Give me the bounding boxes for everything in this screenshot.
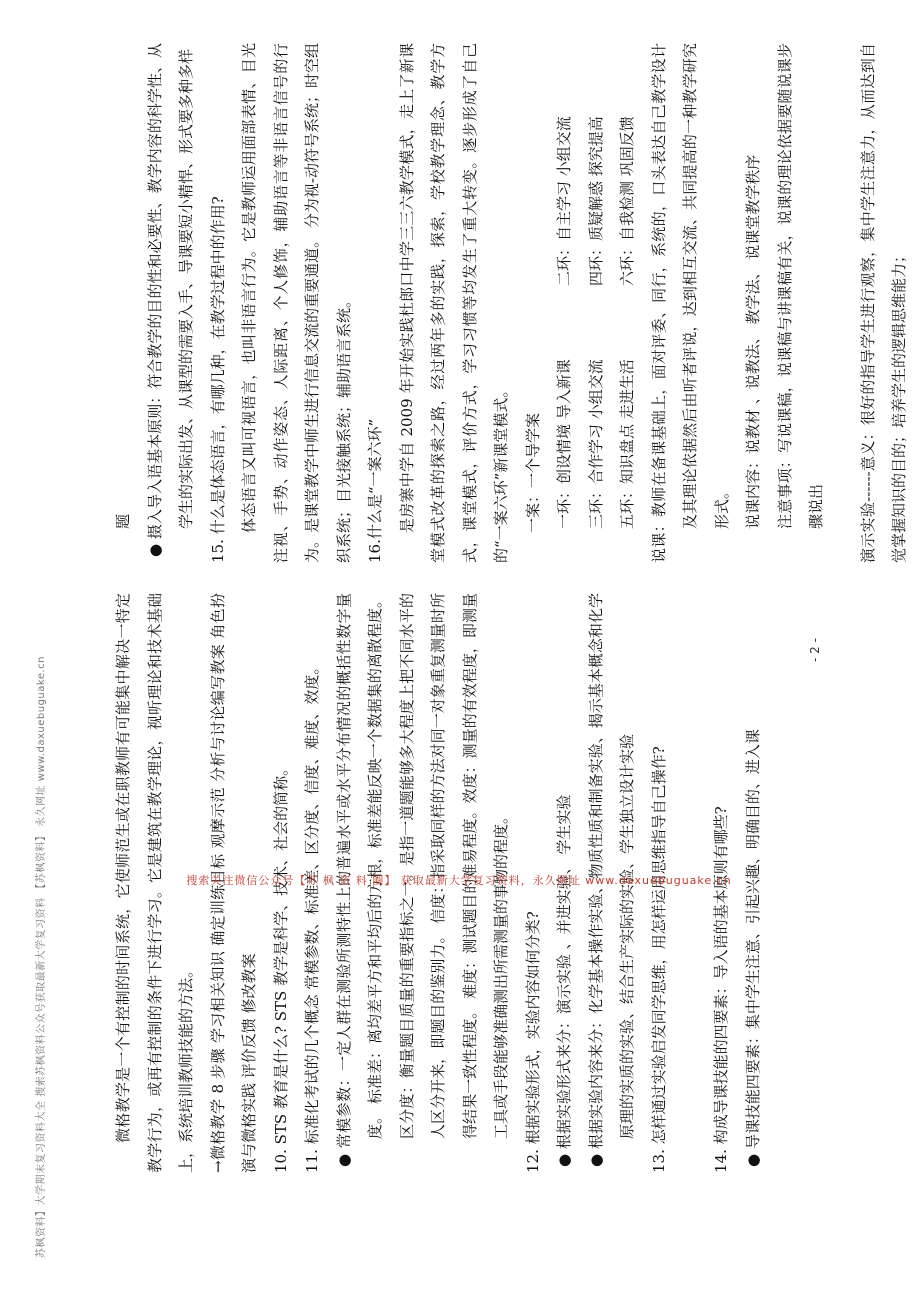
intro-principles-bullet: ● 摄入导入语基本原则：符合教学的目的性和必要性、教学内容的科学性、从学生的实际出发、从课型的需要入手、导课要短小精悍、形式要多种多样 xyxy=(145,43,195,557)
question-16: 16.什么是“一案六环” xyxy=(366,418,384,563)
ring-item: 二环：自主学习 小组交流 xyxy=(555,116,573,286)
continuation-text: 题 xyxy=(114,513,132,529)
ring-item: 六环：自我检测 巩固反馈 xyxy=(618,116,636,286)
ring-item: 一环：创设情境 导入新课 xyxy=(555,359,573,529)
question-15: 15. 什么是体态语言，有哪几种，在教学过程中的作用? xyxy=(208,196,227,563)
question-14: 14. 构成导课技能的四要素：导入语的基本原则有哪些? xyxy=(712,806,730,1173)
answer-15: 体态语言又叫可视语言，也叫非语言行为。它是教师运用面部表情、目光注视、手势、动作姿态、人际距离、个人修饰，辅助语言等非语言信号的行为。是课堂教学中师生进行信息交流的重要通道。 分为视-动符号系统；时空组织系统；目光接触系统；辅助语言系统。 xyxy=(240,43,353,563)
watermark: 苏枫资料】大学期末复习资料大全 搜索苏枫资料公众号获取最新大学复习资料 【苏枫资料】 永久网址 www.daxuebuguake.cn xyxy=(36,656,47,1258)
answer-11-bullet: ● 常模参数：一定人群在测验所测特性上的普遍水平或水平分布情况的概括性数字量度。 标准差：离均差平方和平均后的方根，标准差能反映一个数据集的离散程度。 区分度：衡量题目质量的重要指标之一。是指一道题能够多大程度上把不同水平的人区分开来，即题目的鉴别力。 信度：指采取同样的方法对同一对象重复测量时所得结果一致性程度。 难度：测试题目的难易程度。效度：测量的有效程度，即测量工具或手段能够准确测出所需测量的事物的程度。 xyxy=(334,593,510,1167)
question-10: 10. STS 教育是什么? STS 教学是科学、技术、社会的简称。 xyxy=(271,760,290,1173)
answer-12-content-bullet: ● 根据实验内容来分：化学基本操作实验、物质性质和制备实验、揭示基本概念和化学原理的实质的实验、结合生产实际的实验、学生独立设计实验 xyxy=(586,593,636,1167)
answer-12-form-bullet: ● 根据实验形式来分：演示实验 、并进实验、 学生实验 xyxy=(555,794,573,1167)
ring-item: 三环：合作学习 小组交流 xyxy=(586,359,605,529)
ring-item: 五环：知识盘点 走进生活 xyxy=(618,359,636,529)
shuoke-content: 说课内容：说教材 、说教法、 教学法、 说课堂教学秩序 xyxy=(744,154,762,529)
ring-item: 四环：质疑解惑 探究提高 xyxy=(586,116,605,286)
one-case: 一案：一个导学案 xyxy=(523,412,542,533)
page-number: - 2 - xyxy=(808,638,822,662)
answer-14-bullet: ● 导课技能四要素：集中学生注意、引起兴趣、明确目的、进入课 xyxy=(743,729,762,1167)
question-13: 13. 怎样通过实验启发同学思维，用怎样运用思维指导自己操作? xyxy=(649,746,668,1173)
question-11: 11. 标准化考试的几个概念 常模参数、标准差、区分度、信度、难度、效度。 xyxy=(303,659,321,1173)
microteaching-steps: →微格教学 8 步骤 学习相关知识 确定训练目标 观摩示范 分析与讨论编写教案 角色扮演与微格实践 评价反馈 修改教案 xyxy=(208,593,258,1173)
six-rings-list xyxy=(549,43,644,563)
microteaching-definition: 微格教学是一个有控制的时间系统，它使师范生或在职教师有可能集中解决一特定教学行为，或再有控制的条件下进行学习。它是建筑在教学理论，视听理论和技术基础上，系统培训教师技能的方法。 xyxy=(114,593,195,1173)
answer-16: 是房寨中学自 2009 年开始实践杜郎口中学三三六教学模式，走上了新课堂模式改革的探索之路，经过两年多的实践，探索，学校教学理念、教学方式，课堂模式，评价方式，学习习惯等均发生了重大转变。逐步形成了自己的“一案六环”新课堂模式。 xyxy=(397,43,510,563)
demo-experiment: 演示实验------意义：很好的指导学生进行观察，集中学生注意力，从而达到自觉掌握知识的目的；培养学生的逻辑思维能力； xyxy=(858,43,908,563)
footer-promo: 搜索关注微信公众号【苏 枫 资 料 圈】 获取最新大学复习资料，永久网址 www.daxuebuguake.cn xyxy=(186,874,732,887)
question-12: 12. 根据实验形式，实验内容如何分类? xyxy=(523,911,542,1173)
shuoke-definition: 说课：教师在备课基础上，面对评委、同行，系统的，口头表达自己教学设计及其理论依据然后由听者评说，达到相互交流、共同提高的一种教学研究形式。 xyxy=(649,43,731,563)
right-column xyxy=(108,43,908,563)
shuoke-notes: 注意事项：写说课稿，说课稿与讲课稿有关，说课的理论依据要随说课步骤说出 xyxy=(775,43,825,529)
